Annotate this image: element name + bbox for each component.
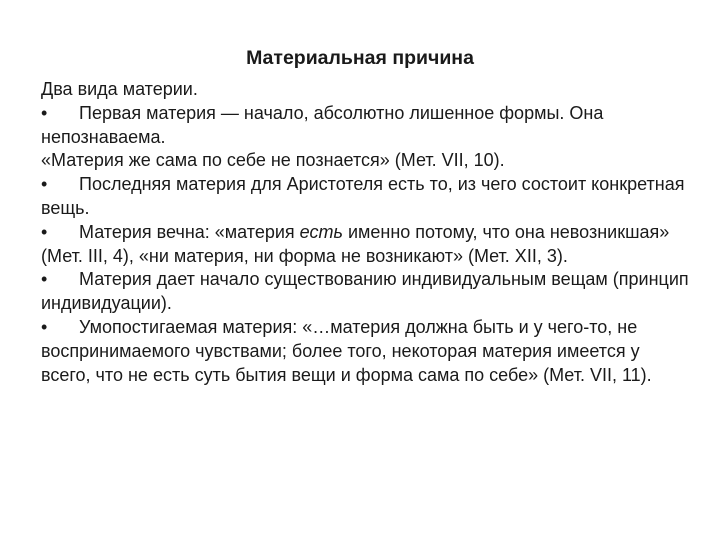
slide-body bbox=[41, 78, 691, 387]
paragraph-individuation bbox=[41, 268, 691, 316]
paragraph-text: Первая материя — начало, абсолютно лишенное формы. Она непознаваема. bbox=[41, 102, 604, 147]
paragraph-text: Умопостигаемая материя: «…материя должна быть и у чего-то, не воспринимаемого чувствами; более того, некоторая материя имеется у всего, что не есть суть бытия вещи и форма сама по себе» (Мет. VII, 11). bbox=[41, 316, 652, 385]
paragraph-eternal-matter bbox=[41, 221, 691, 269]
paragraph-text: Два вида материи. bbox=[41, 79, 198, 99]
paragraph-text-before: Материя вечна: «материя bbox=[79, 221, 300, 242]
bullet-mark: • bbox=[41, 221, 48, 242]
paragraph-first-matter bbox=[41, 102, 691, 150]
paragraph-text: «Материя же сама по себе не познается» (Мет. VII, 10). bbox=[41, 150, 505, 171]
paragraph-last-matter bbox=[41, 173, 691, 221]
paragraph-intro bbox=[41, 78, 691, 102]
paragraph-intelligible-matter bbox=[41, 316, 691, 387]
paragraph-text: Материя дает начало существованию индивидуальным вещам (принцип индивидуации). bbox=[41, 269, 689, 314]
bullet-mark: • bbox=[41, 174, 48, 195]
bullet-mark: • bbox=[41, 102, 48, 123]
paragraph-text-italic: есть bbox=[299, 221, 343, 242]
paragraph-text-after: именно потому, что она невозникшая» (Мет. III, 4), «ни материя, ни форма не возникают» (Мет. XII, 3). bbox=[41, 221, 670, 266]
paragraph-text: Последняя материя для Аристотеля есть то, из чего состоит конкретная вещь. bbox=[41, 174, 685, 218]
slide-title: Материальная причина bbox=[246, 47, 474, 69]
bullet-mark: • bbox=[41, 269, 48, 290]
bullet-mark: • bbox=[41, 316, 48, 337]
paragraph-quote bbox=[41, 149, 691, 173]
